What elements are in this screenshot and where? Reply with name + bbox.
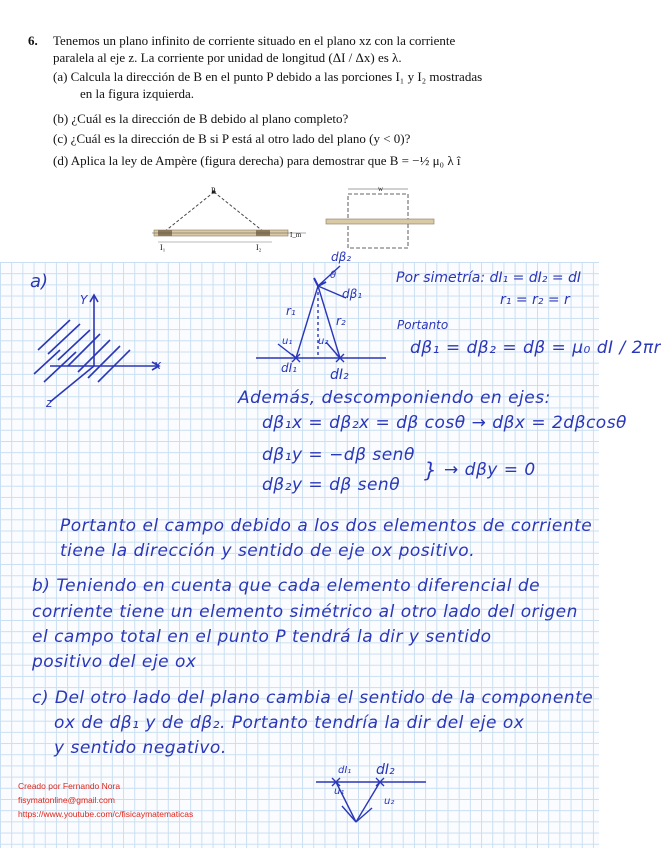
left-figure-p: P	[211, 186, 216, 195]
di1-label: dI₁	[281, 361, 297, 375]
symmetry-line-1: Por simetría: dI₁ = dI₂ = dI	[396, 270, 582, 286]
current-plane-hatch	[38, 320, 130, 382]
u2-label: u₂	[318, 336, 329, 347]
db2-label: dβ₂	[331, 250, 352, 264]
part-c-line-3: y sentido negativo.	[54, 738, 227, 758]
left-figure-i2: I₂	[256, 243, 262, 252]
axis-x-label: x	[154, 358, 162, 372]
z-axis	[50, 366, 94, 402]
left-figure	[150, 186, 310, 252]
part-b-line-4: positivo del eje ox	[32, 652, 197, 672]
r1-line	[296, 286, 318, 358]
component-y-result: → dβy = 0	[444, 460, 536, 480]
theta-label: θ	[330, 270, 337, 281]
problem-line-1: Tenemos un plano infinito de corriente situado en el plano xz con la corriente	[53, 33, 456, 48]
part-b: (b) ¿Cuál es la dirección de B debido al plano completo?	[53, 111, 349, 126]
part-a-line-1: (a) Calcula la dirección de B en el punto P debido a las porciones I₁ y I₂ mostradas	[53, 69, 483, 84]
axis-z-label: z	[46, 396, 53, 410]
problem-number: 6.	[28, 33, 38, 48]
r2-label: r₂	[336, 314, 346, 328]
problem-line-2: paralela al eje z. La corriente por unidad de longitud (ΔI / Δx) es λ.	[53, 50, 402, 65]
vector-diagram	[256, 262, 396, 392]
left-figure-i1: I₁	[160, 243, 166, 252]
left-figure-label: I_m	[290, 231, 302, 239]
part-a-line-2: en la figura izquierda.	[80, 86, 195, 101]
r1-label: r₁	[286, 304, 296, 318]
part-d: (d) Aplica la ley de Ampère (figura derecha) para demostrar que B = −½ μ₀ λ î	[53, 153, 461, 168]
db-equation: dβ₁ = dβ₂ = dβ = μ₀ dI / 2πr	[410, 338, 661, 358]
conclusion-line-1: Portanto el campo debido a los dos elementos de corriente	[60, 516, 593, 536]
portanto-label: Portanto	[397, 318, 449, 332]
r2-line-2	[356, 782, 380, 822]
fig2-u2: u₂	[384, 796, 395, 807]
u1-label: u₁	[282, 336, 293, 347]
part-b-line-1: b) Teniendo en cuenta que cada elemento diferencial de	[32, 576, 541, 596]
fig2-di1: dI₁	[338, 765, 352, 776]
fig2-di2: dI₂	[376, 762, 395, 778]
component-x: dβ₁x = dβ₂x = dβ cosθ → dβx = 2dβcosθ	[262, 413, 627, 433]
axis-y-label: Y	[80, 293, 88, 307]
credit-url[interactable]: https://www.youtube.com/c/fisicaymatematicas	[18, 809, 194, 819]
conclusion-line-2: tiene la dirección y sentido de eje ox positivo.	[60, 541, 476, 561]
part-c-line-1: c) Del otro lado del plano cambia el sentido de la componente	[32, 688, 594, 708]
dashed-line-right	[214, 192, 264, 232]
db1-label: dβ₁	[342, 287, 363, 301]
part-c: (c) ¿Cuál es la dirección de B si P está al otro lado del plano (y < 0)?	[53, 131, 411, 146]
ademas-line: Además, descomponiendo en ejes:	[238, 388, 551, 408]
brace: }	[424, 458, 438, 482]
component-2y: dβ₂y = dβ senθ	[262, 475, 401, 495]
di2-label: dI₂	[330, 367, 349, 383]
credit-email[interactable]: fisymatonline@gmail.com	[18, 795, 115, 805]
current-sheet	[326, 219, 434, 224]
fig2-u1: u₁	[334, 786, 345, 797]
db2-vector	[318, 266, 340, 286]
axes-sketch	[30, 290, 180, 410]
symmetry-line-2: r₁ = r₂ = r	[500, 292, 570, 308]
component-1y: dβ₁y = −dβ senθ	[262, 445, 415, 465]
part-b-line-2: corriente tiene un elemento simétrico al otro lado del origen	[32, 602, 578, 622]
part-a-label: a)	[30, 271, 49, 292]
db2-vector-2	[356, 808, 372, 822]
dashed-line-left	[164, 192, 214, 232]
right-figure-w: w	[378, 185, 384, 193]
part-b-line-3: el campo total en el punto P tendrá la dir y sentido	[32, 627, 492, 647]
credit-author: Creado por Fernando Nora	[18, 781, 121, 791]
part-c-line-2: ox de dβ₁ y de dβ₂. Portanto tendría la dir del eje ox	[54, 713, 525, 733]
